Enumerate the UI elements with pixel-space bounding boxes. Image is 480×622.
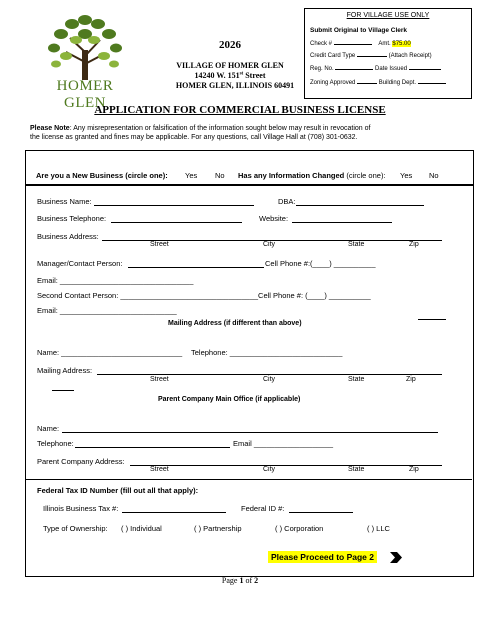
check-field[interactable] [334,37,372,45]
business-name-label: Business Name: [37,197,92,206]
business-state-header: State [348,241,365,248]
check-label: Check # [310,41,333,47]
illinois-tax-label: Illinois Business Tax #: [43,504,119,513]
reg-field[interactable] [335,62,373,70]
parent-heading: Parent Company Main Office (if applicable) [158,396,301,403]
mailing-heading: Mailing Address (if different than above) [168,320,302,327]
parent-zip-header: Zip [409,466,419,473]
page-total: 2 [254,576,259,585]
date-issued-label: Date Issued [375,66,408,72]
new-business-no[interactable]: No [215,171,225,180]
second-contact-row[interactable]: Second Contact Person: _________________________________Cell Phone #: (____) __________ [37,291,371,300]
cc-label: Credit Card Type [310,53,356,59]
street-name: Street [243,71,266,80]
parent-telephone-field[interactable] [75,447,230,448]
page-word: Page [221,576,240,585]
note-line-1 [30,125,370,132]
year: 2026 [219,39,241,51]
mailing-address-label: Mailing Address: [37,366,93,375]
business-name-field[interactable] [94,205,254,206]
website-field[interactable] [292,222,392,223]
zoning-label: Zoning Approved [310,80,356,86]
mailing-telephone[interactable]: Telephone: ___________________________ [191,348,343,357]
page-current: 1 [239,576,244,585]
building-label: Building Dept. [378,80,417,86]
business-telephone-field[interactable] [111,222,242,223]
federal-id-label: Federal ID #: [241,504,285,513]
manager-label: Manager/Contact Person: [37,259,123,268]
email-2[interactable]: Email: ____________________________ [37,306,177,315]
ownership-corporation[interactable]: ( ) Corporation [275,524,324,533]
note-text-1: : Any misrepresentation or falsification of the information sought below may result in revocation of [69,125,371,132]
info-changed-bold: Has any Information Changed [238,171,345,180]
village-use-box [304,8,472,99]
manager-field[interactable] [128,267,264,268]
reg-label: Reg. No. [310,66,334,72]
parent-address-field[interactable] [130,465,442,466]
village-name: VILLAGE OF HOMER GLEN [176,61,284,70]
tree-icon [36,12,134,82]
office-box-subtitle: Submit Original to Village Clerk [310,27,408,34]
page-number [0,576,480,585]
village-city: HOMER GLEN, ILLINOIS 60491 [175,81,295,90]
page-of: of [243,576,255,585]
cc-field[interactable] [357,49,387,57]
dba-label: DBA: [278,197,296,206]
new-business-yes[interactable]: Yes [185,171,198,180]
business-address-label: Business Address: [37,232,99,241]
ownership-llc[interactable]: ( ) LLC [367,524,390,533]
tax-section-divider [25,479,472,480]
note-line-2: the license as granted and fines may be applicable. For any questions, call Village Hall at (708) 301-0632. [30,134,358,141]
business-city-header: City [263,241,276,248]
mailing-divider-right [418,319,446,320]
credit-card-row [310,49,432,59]
parent-name-label: Name: [37,424,60,433]
parent-email[interactable]: Email ___________________ [233,439,334,448]
amt-label: Amt. [378,41,391,47]
ownership-label: Type of Ownership: [43,524,108,533]
amt-value: $75.00 [392,41,411,47]
website-label: Website: [259,214,289,223]
info-changed-question [238,171,386,180]
mailing-city-header: City [263,376,276,383]
reg-row [310,62,441,72]
parent-street-header: Street [150,466,169,473]
zoning-field[interactable] [357,76,377,84]
mailing-name[interactable]: Name: _____________________________ [37,348,183,357]
parent-name-field[interactable] [62,432,438,433]
form-title: APPLICATION FOR COMMERCIAL BUSINESS LICENSE [94,104,386,116]
street-number: 14240 W. 151 [194,71,240,80]
note-label: Please Note [30,125,70,132]
business-telephone-label: Business Telephone: [37,214,107,223]
mailing-address-field[interactable] [97,374,442,375]
email-1[interactable]: Email: ________________________________ [37,276,194,285]
office-box-title: FOR VILLAGE USE ONLY [346,12,430,19]
dba-field[interactable] [296,205,424,206]
logo-text: HOMER GLEN [56,78,114,111]
village-logo [36,12,134,111]
attach-label: (Attach Receipt) [388,53,432,59]
mailing-street-header: Street [150,376,169,383]
new-business-question: Are you a New Business (circle one): [36,171,168,180]
federal-id-field[interactable] [289,512,353,513]
mailing-divider-left [52,390,74,391]
arrow-right-icon [390,552,406,563]
tax-heading: Federal Tax ID Number (fill out all that apply): [37,486,199,495]
date-issued-field[interactable] [409,62,441,70]
parent-address-label: Parent Company Address: [37,457,125,466]
business-street-header: Street [150,241,169,248]
ownership-individual[interactable]: ( ) Individual [121,524,162,533]
parent-city-header: City [263,466,276,473]
check-row [310,37,411,47]
mailing-zip-header: Zip [406,376,416,383]
info-changed-no[interactable]: No [429,171,439,180]
mailing-state-header: State [348,376,365,383]
business-zip-header: Zip [409,241,419,248]
parent-telephone-label: Telephone: [37,439,74,448]
street-suffix: st [239,71,244,77]
zoning-row [310,76,446,86]
village-street [160,71,300,80]
info-changed-rest: (circle one): [344,171,386,180]
info-changed-yes[interactable]: Yes [400,171,413,180]
proceed-banner: Please Proceed to Page 2 [268,551,377,563]
parent-state-header: State [348,466,365,473]
illinois-tax-field[interactable] [122,512,226,513]
building-field[interactable] [418,76,446,84]
ownership-partnership[interactable]: ( ) Partnership [194,524,242,533]
cell-phone-1[interactable]: Cell Phone #:(____) __________ [265,259,376,268]
